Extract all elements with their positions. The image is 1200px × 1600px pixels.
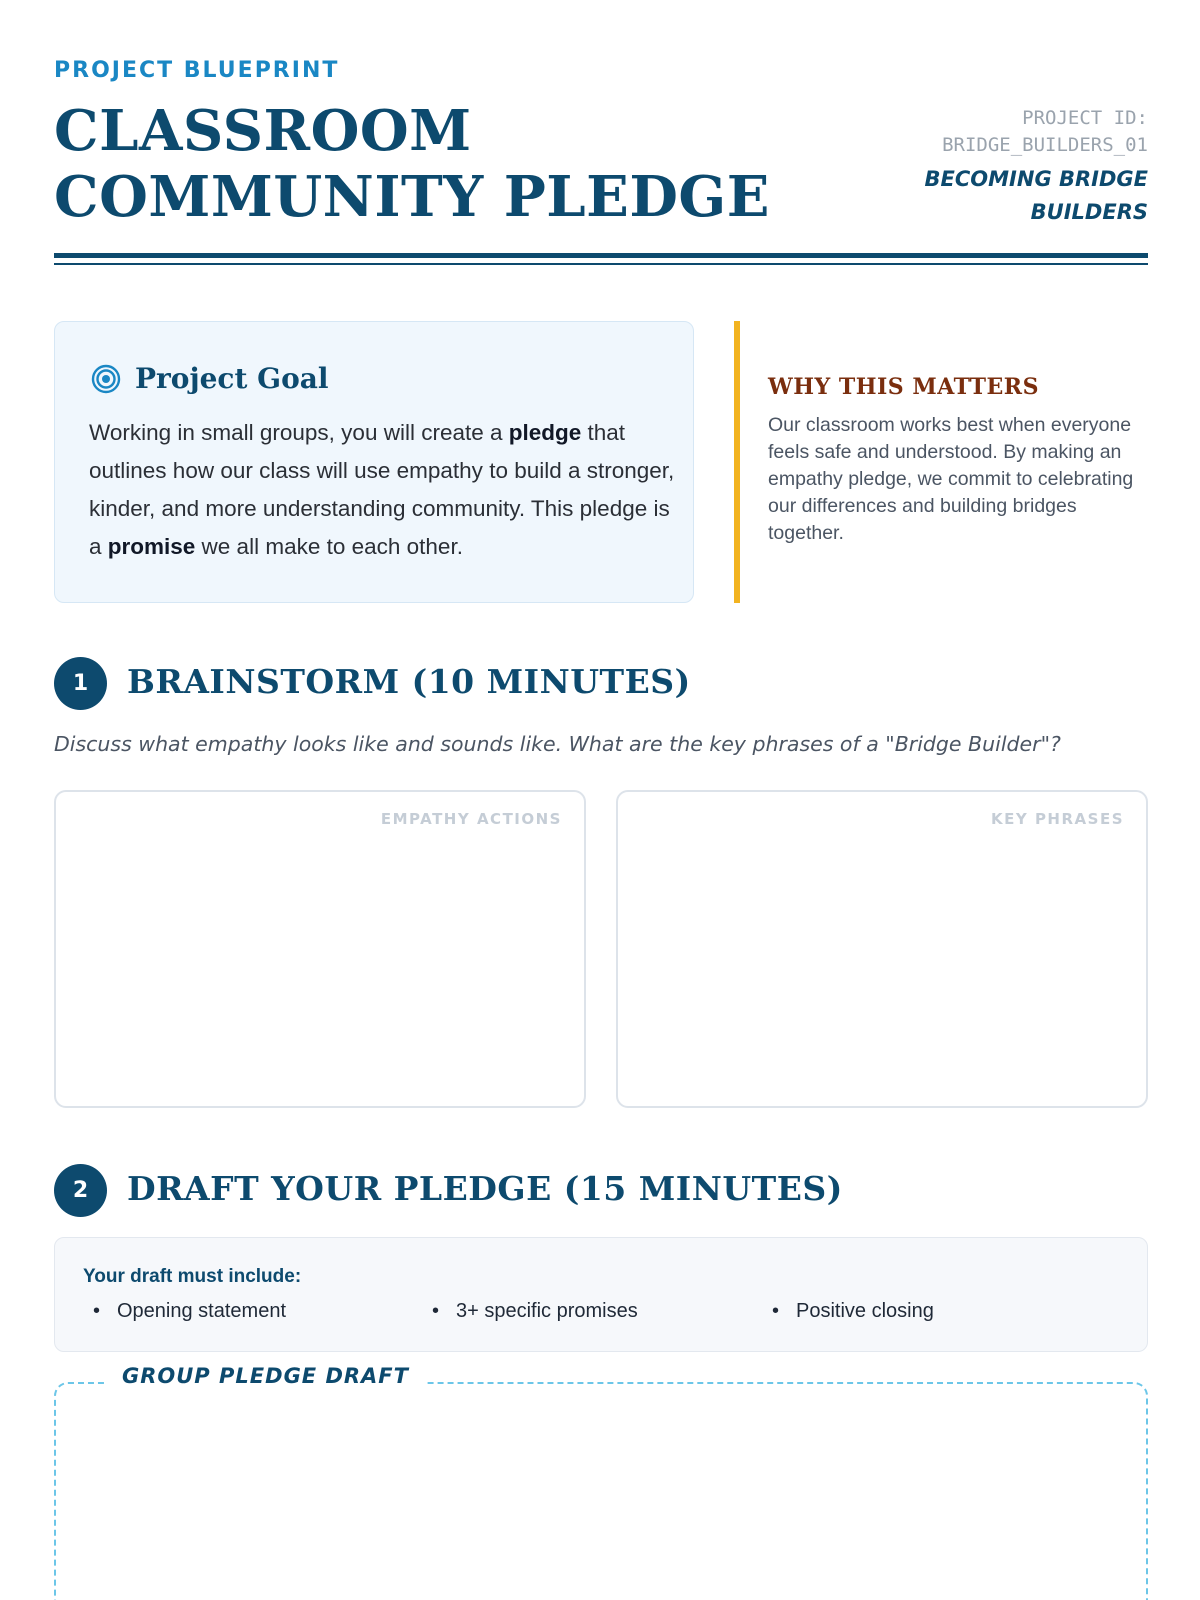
step-2-title: DRAFT YOUR PLEDGE (15 MINUTES): [127, 1169, 843, 1208]
header-rule-thick: [54, 253, 1148, 258]
why-accent-bar: [734, 321, 740, 603]
goal-text-bold: promise: [107, 534, 196, 559]
project-goal-text: [89, 414, 679, 566]
worksheet-page: [54, 0, 1148, 1600]
requirement-item: • Opening statement: [117, 1300, 286, 1323]
requirements-title: Your draft must include:: [83, 1266, 302, 1287]
header-rule-thin: [54, 263, 1148, 265]
project-id-label: PROJECT ID:: [1022, 107, 1148, 129]
goal-text-part: we all make to each other.: [195, 534, 463, 559]
eyebrow-label: PROJECT BLUEPRINT: [54, 58, 340, 83]
page-title: CLASSROOM COMMUNITY PLEDGE: [54, 98, 770, 230]
empathy-actions-box[interactable]: [54, 790, 586, 1108]
project-id: [888, 105, 1148, 159]
step-2-badge: 2: [54, 1164, 107, 1217]
project-id-value: BRIDGE_BUILDERS_01: [942, 134, 1148, 156]
group-pledge-draft-label: GROUP PLEDGE DRAFT: [106, 1364, 425, 1388]
requirement-item: • Positive closing: [796, 1300, 934, 1323]
project-goal-title: Project Goal: [135, 362, 329, 395]
key-phrases-label: KEY PHRASES: [990, 810, 1124, 828]
project-goal-card: [54, 321, 694, 603]
step-1-title: BRAINSTORM (10 MINUTES): [127, 662, 691, 701]
empathy-actions-label: EMPATHY ACTIONS: [380, 810, 562, 828]
requirement-item: • 3+ specific promises: [456, 1300, 638, 1323]
why-this-matters-title: WHY THIS MATTERS: [768, 374, 1039, 400]
goal-text-part: that outlines how our class will use empathy to build a stronger, kinder, and more understanding community. This pledge is a: [89, 420, 675, 559]
draft-requirements-card: [54, 1237, 1148, 1352]
goal-text-bold: pledge: [508, 420, 582, 445]
project-subtitle: BECOMING BRIDGE BUILDERS: [924, 167, 1148, 224]
key-phrases-box[interactable]: [616, 790, 1148, 1108]
group-pledge-draft-box[interactable]: [54, 1382, 1148, 1600]
why-this-matters-text: Our classroom works best when everyone feels safe and understood. By making an empathy pledge, we commit to celebrating our differences and building bridges together.: [768, 414, 1134, 544]
target-icon: [91, 364, 121, 394]
brainstorm-prompt: Discuss what empathy looks like and sounds like. What are the key phrases of a "Bridge Builder"?: [54, 732, 1061, 756]
step-1-badge: 1: [54, 657, 107, 710]
goal-text-part: Working in small groups, you will create a: [89, 420, 509, 445]
